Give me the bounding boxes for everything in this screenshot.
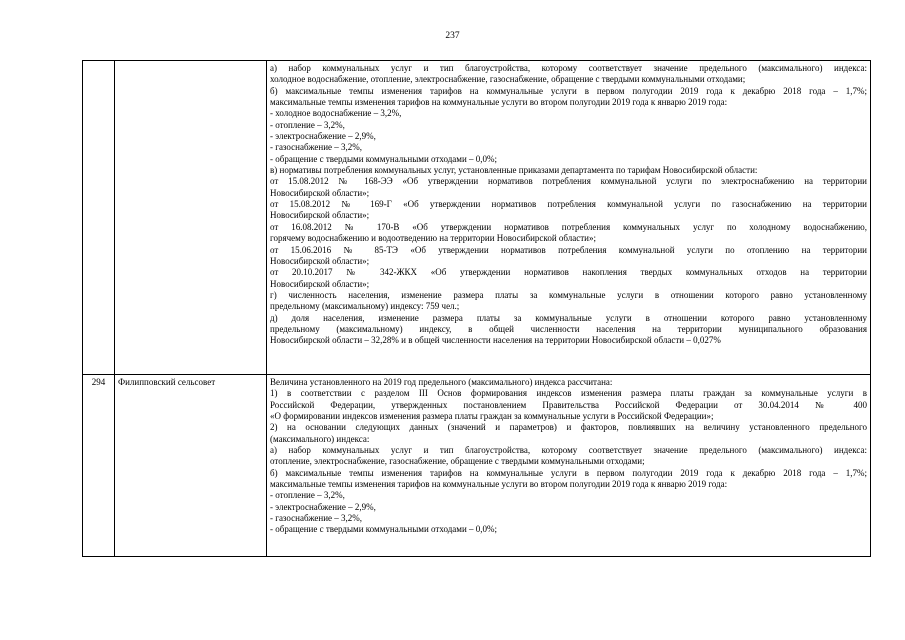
text-line: от 15.08.2012 № 169-Г «Об утверждении нормативов потребления коммунальной услуги по газоснабжению на территории bbox=[270, 199, 867, 210]
row-number-cell bbox=[83, 61, 115, 375]
text-line: от 15.06.2016 № 85-ТЭ «Об утверждении нормативов потребления коммунальной услуги по отоплению на территории bbox=[270, 244, 867, 255]
text-line: Российской Федерации, утвержденных постановлением Правительства Российской Федерации от 30.04.2014 № 400 bbox=[270, 399, 867, 410]
text-line: г) численность населения, изменение размера платы за коммунальные услуги в отношении которого равно установленному bbox=[270, 289, 867, 300]
row-number-cell: 294 bbox=[83, 375, 115, 557]
text-line: - электроснабжение – 2,9%, bbox=[270, 501, 376, 512]
text-line: в) нормативы потребления коммунальных услуг, установленные приказами департамента по тарифам Новосибирской области: bbox=[270, 165, 758, 176]
text-line: отопление, электроснабжение, газоснабжение, обращение с твердыми коммунальными отходами; bbox=[270, 456, 645, 467]
text-line: Новосибирской области – 32,28% и в общей численности населения на территории Новосибирской области – 0,027% bbox=[270, 335, 721, 346]
page-number: 237 bbox=[445, 31, 460, 41]
text-line: от 20.10.2017 № 342-ЖКХ «Об утверждении нормативов накопления твердых коммунальных отходов на территории bbox=[270, 267, 867, 278]
text-line: от 15.08.2012 № 168-ЭЭ «Об утверждении нормативов потребления коммунальной услуги по электроснабжению на территории bbox=[270, 176, 867, 187]
description-cell bbox=[267, 375, 871, 557]
text-line: а) набор коммунальных услуг и тип благоустройства, которому соответствует значение предельного (максимального) индекса: bbox=[270, 445, 867, 456]
text-line: - отопление – 3,2%, bbox=[270, 119, 345, 130]
text-line: - газоснабжение – 3,2%, bbox=[270, 513, 363, 524]
table-row bbox=[83, 375, 871, 557]
table-row bbox=[83, 61, 871, 375]
text-line: максимальные темпы изменения тарифов на коммунальные услуги во втором полугодии 2019 года к январю 2019 года: bbox=[270, 479, 728, 490]
text-line: Новосибирской области»; bbox=[270, 255, 370, 266]
text-line: а) набор коммунальных услуг и тип благоустройства, которому соответствует значение предельного (максимального) индекса: bbox=[270, 63, 867, 73]
text-line: холодное водоснабжение, отопление, электроснабжение, газоснабжение, обращение с твердыми коммунальными отходами; bbox=[270, 74, 746, 85]
text-line: (максимального) индекса: bbox=[270, 433, 370, 444]
text-line: 2) на основании следующих данных (значений и параметров) и факторов, повлиявших на величину установленного предельного bbox=[270, 422, 867, 433]
text-line: Величина установленного на 2019 год предельного (максимального) индекса рассчитана: bbox=[270, 377, 613, 387]
text-line: Новосибирской области»; bbox=[270, 278, 370, 289]
text-line: - электроснабжение – 2,9%, bbox=[270, 131, 376, 142]
text-line: - обращение с твердыми коммунальными отходами – 0,0%; bbox=[270, 524, 498, 535]
text-line: - отопление – 3,2%, bbox=[270, 490, 345, 501]
text-line: - обращение с твердыми коммунальными отходами – 0,0%; bbox=[270, 153, 498, 164]
document-table bbox=[82, 60, 871, 557]
text-line: Новосибирской области»; bbox=[270, 187, 370, 198]
text-line: - холодное водоснабжение – 3,2%, bbox=[270, 108, 402, 119]
text-line: б) максимальные темпы изменения тарифов на коммунальные услуги в первом полугодии 2019 года к декабрю 2018 года – 1,7%; bbox=[270, 85, 867, 96]
text-line: предельному (максимальному) индексу, в общей численности населения на территории муниципального образования bbox=[270, 323, 867, 334]
text-line: горячему водоснабжению и водоотведению на территории Новосибирской области»; bbox=[270, 233, 596, 244]
text-line: «О формировании индексов изменения размера платы граждан за коммунальные услуги в Российской Федерации»; bbox=[270, 411, 714, 422]
text-line: от 16.08.2012 № 170-В «Об утверждении нормативов потребления коммунальных услуг по холодному водоснабжению, bbox=[270, 221, 867, 232]
text-line: Новосибирской области»; bbox=[270, 210, 370, 221]
municipality-name-cell bbox=[115, 61, 267, 375]
text-line: 1) в соответствии с разделом III Основ формирования индексов изменения размера платы граждан за коммунальные услуги в bbox=[270, 388, 867, 399]
text-line: б) максимальные темпы изменения тарифов на коммунальные услуги в первом полугодии 2019 года к декабрю 2018 года – 1,7%; bbox=[270, 467, 867, 478]
text-line: д) доля населения, изменение размера платы за коммунальные услуги в отношении которого равно установленному bbox=[270, 312, 867, 323]
text-line: - газоснабжение – 3,2%, bbox=[270, 142, 363, 153]
text-line: максимальные темпы изменения тарифов на коммунальные услуги во втором полугодии 2019 года к январю 2019 года: bbox=[270, 97, 728, 108]
municipality-name-cell: Филипповский сельсовет bbox=[115, 375, 267, 557]
text-line: предельному (максимальному) индексу: 759 чел.; bbox=[270, 301, 460, 312]
description-cell bbox=[267, 61, 871, 375]
